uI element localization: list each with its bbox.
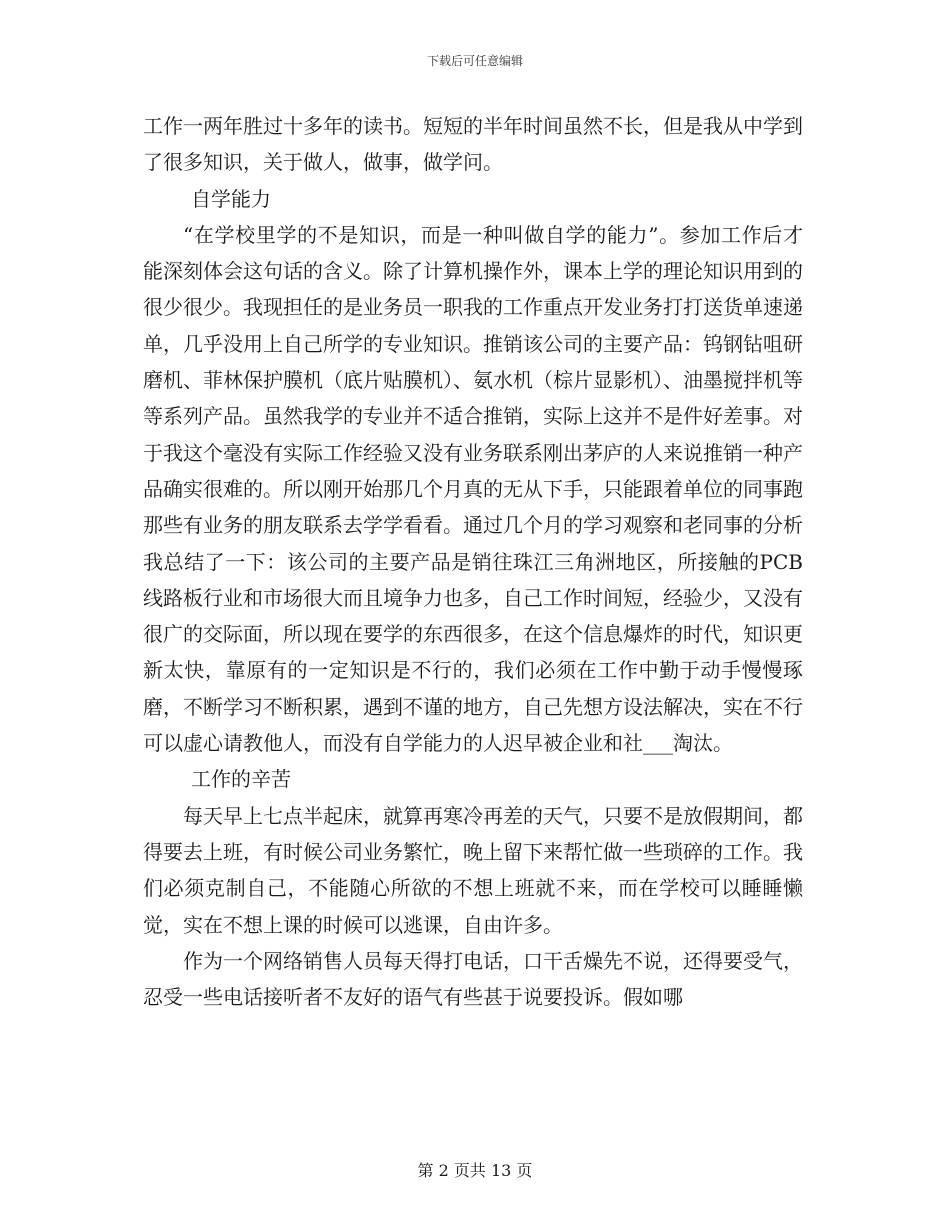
paragraph-sales-calls: 作为一个网络销售人员每天得打电话，口干舌燥先不说，还得要受气，忍受一些电话接听者不友好的语气有些甚于说要投诉。假如哪	[143, 948, 803, 1010]
section-heading-hard-work: 工作的辛苦	[191, 767, 291, 792]
page-number: 第 2 页共 13 页	[417, 1161, 533, 1180]
page-header: 下载后可任意编辑	[426, 54, 523, 68]
paragraph-self-learning: “在学校里学的不是知识，而是一种叫做自学的能力”。参加工作后才能深刻体会这句话的含义。除了计算机操作外，课本上学的理论知识用到的很少很少。我现担任的是业务员一职我的工作重点开发业务打打送货单速递单，几乎没用上自己所学的专业知识。推销该公司的主要产品：钨钢钻咀研磨机、菲林保护膜机（底片贴膜机）、氨水机（棕片显影机）、油墨搅拌机等等系列产品。虽然我学的专业并不适合推销，实际上这并不是件好差事。对于我这个毫没有实际工作经验又没有业务联系刚出茅庐的人来说推销一种产品确实很难的。所以刚开始那几个月真的无从下手，只能跟着单位的同事跑那些有业务的朋友联系去学学看看。通过几个月的学习观察和老同事的分析我总结了一下：该公司的主要产品是销往珠江三角洲地区，所接触的PCB线路板行业和市场很大而且境争力也多，自己工作时间短，经验少，又没有很广的交际面，所以现在要学的东西很多，在这个信息爆炸的时代，知识更新太快，靠原有的一定知识是不行的，我们必须在工作中勤于动手慢慢琢磨，不断学习不断积累，遇到不谨的地方，自己先想方设法解决，实在不行可以虚心请教他人，而没有自学能力的人迟早被企业和社___淘汰。	[143, 222, 803, 756]
section-heading-self-learning: 自学能力	[191, 186, 271, 211]
paragraph-daily-routine: 每天早上七点半起床，就算再寒冷再差的天气，只要不是放假期间，都得要去上班，有时候公司业务繁忙，晚上留下来帮忙做一些琐碎的工作。我们必须克制自己，不能随心所欲的不想上班就不来，而在学校可以睡睡懒觉，实在不想上课的时候可以逃课，自由许多。	[143, 803, 803, 937]
document-body	[143, 108, 803, 1015]
paragraph-continuation: 工作一两年胜过十多年的读书。短短的半年时间虽然不长，但是我从中学到了很多知识，关于做人，做事，做学问。	[143, 114, 803, 175]
